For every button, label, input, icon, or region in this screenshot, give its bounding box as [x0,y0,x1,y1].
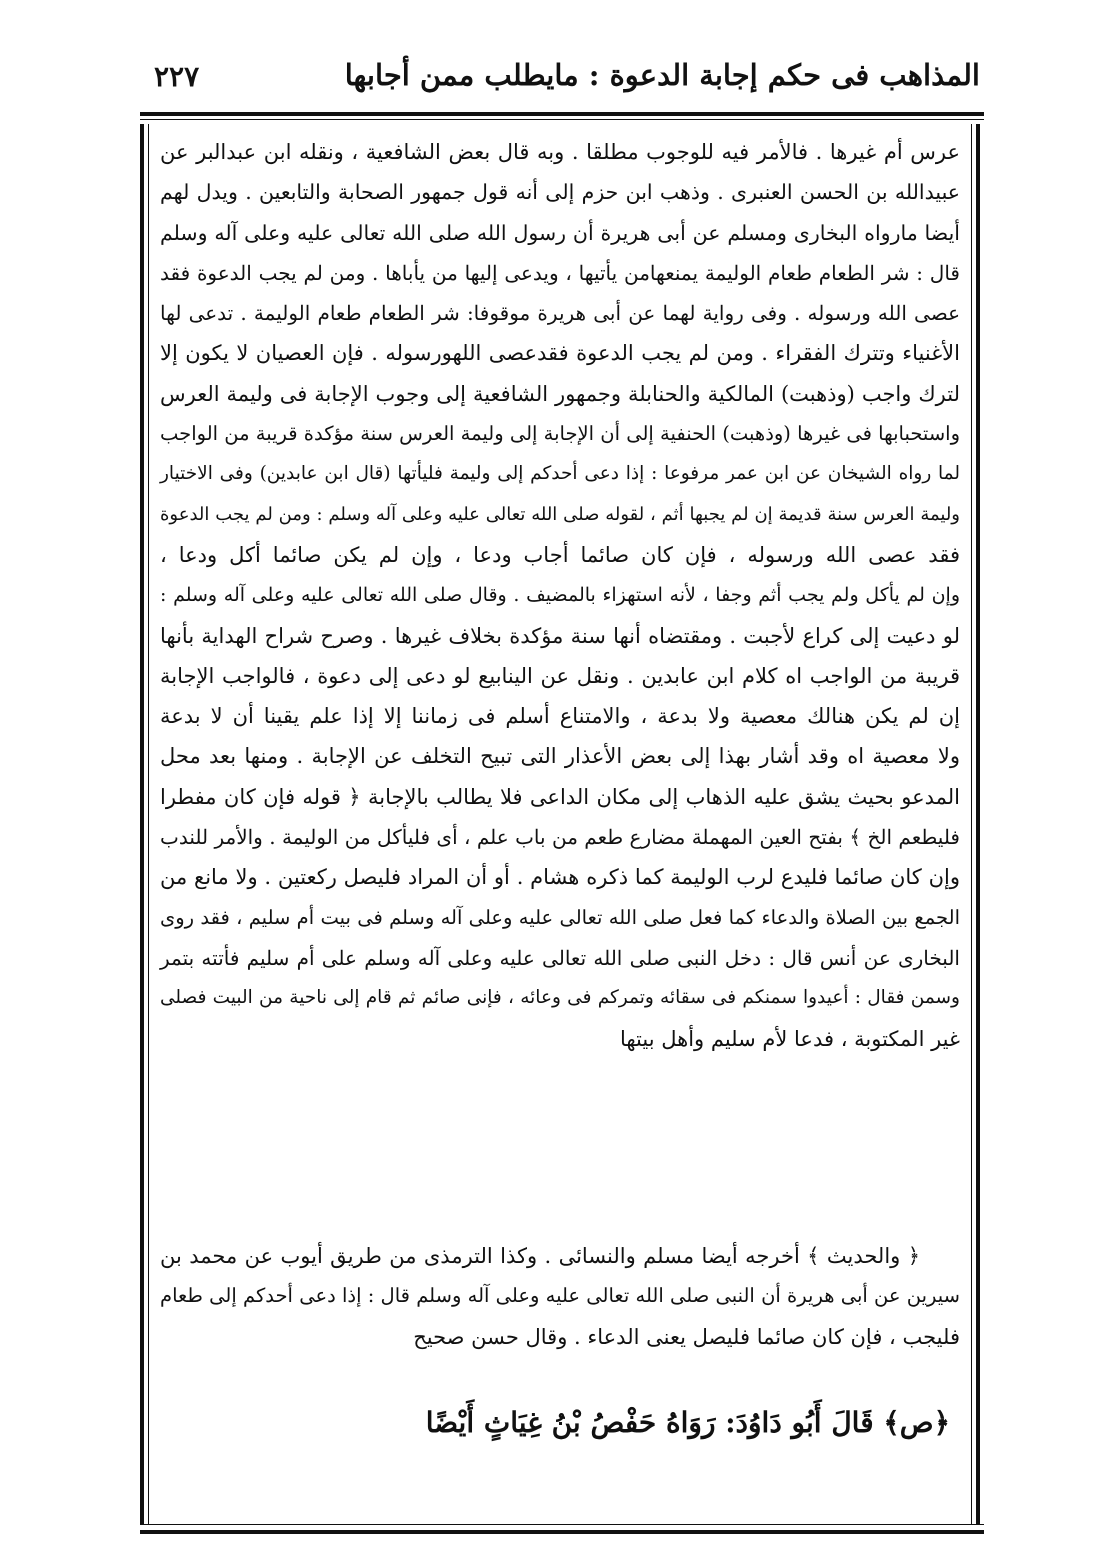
footer-rule-thin [140,1524,984,1525]
text-line: ولا معصية اه وقد أشار بهذا إلى بعض الأعذار التى تبيح التخلف عن الإجابة . ومنها بعد محل [160,744,960,769]
text-line: ﴿ والحديث ﴾ أخرجه أيضا مسلم والنسائى . وكذا الترمذى من طريق أيوب عن محمد بن [160,1244,920,1268]
text-line: الجمع بين الصلاة والدعاء كما فعل صلى الله تعالى عليه وعلى آله وسلم فى بيت أم سليم ، فقد روى [160,905,960,929]
commentary-text [160,132,960,1059]
text-line: سيرين عن أبى هريرة أن النبى صلى الله تعالى عليه وعلى آله وسلم قال : إذا دعى أحدكم إلى طعام [160,1284,960,1308]
hadith-note [160,1236,960,1357]
text-line: وليمة العرس سنة قديمة إن لم يجبها أثم ، لقوله صلى الله تعالى عليه وعلى آله وسلم : ومن لم يجب الدعوة [160,503,960,525]
text-line: واستحبابها فى غيرها (وذهبت) الحنفية إلى أن الإجابة إلى وليمة العرس سنة مؤكدة قريبة من الواجب [160,422,960,446]
text-line: فقد عصى الله ورسوله ، فإن كان صائما أجاب ودعا ، وإن لم يكن صائما أكل ودعا ، [160,542,960,567]
text-line: إن لم يكن هنالك معصية ولا بدعة ، والامتناع أسلم فى زماننا إلا إذا علم يقينا أن لا بدعة [160,704,960,729]
text-line: قريبة من الواجب اه كلام ابن عابدين . ونقل عن الينابيع لو دعى إلى دعوة ، فالواجب الإجابة [160,663,960,688]
text-line: عبيدالله بن الحسن العنبرى . وذهب ابن حزم إلى أنه قول جمهور الصحابة والتابعين . ويدل لهم [160,180,960,205]
footer-rule [140,1530,984,1534]
text-line: وإن كان صائما فليدع لرب الوليمة كما ذكره هشام . أو أن المراد فليصل ركعتين . ولا مانع من [160,865,960,890]
header-title: المذاهب فى حكم إجابة الدعوة : مايطلب ممن أجابها [344,58,980,92]
text-line: عرس أم غيرها . فالأمر فيه للوجوب مطلقا . وبه قال بعض الشافعية ، ونقله ابن عبدالبر عن [160,140,960,164]
text-line: غير المكتوبة ، فدعا لأم سليم وأهل بيتها [619,1026,960,1051]
text-line: البخارى عن أنس قال : دخل النبى صلى الله تعالى عليه وعلى آله وسلم على أم سليم فأتته بتمر [160,945,960,970]
text-line: قال : شر الطعام طعام الوليمة يمنعهامن يأتيها ، ويدعى إليها من يأباها . ومن لم يجب الدعوة فقد [160,260,960,285]
header-rule [140,112,984,120]
page-number: ٢٢٧ [154,60,200,93]
text-line: عصى الله ورسوله . وفى رواية لهما عن أبى هريرة موقوفا: شر الطعام طعام الوليمة . تدعى لها [160,301,960,326]
text-line: المدعو بحيث يشق عليه الذهاب إلى مكان الداعى فلا يطالب بالإجابة ﴿ قوله فإن كان مفطرا [160,784,960,809]
text-line: فليجب ، فإن كان صائما فليصل يعنى الدعاء . وقال حسن صحيح [413,1324,960,1349]
text-line: وسمن فقال : أعيدوا سمنكم فى سقائه وتمركم فى وعائه ، فإنى صائم ثم قام إلى ناحية من البيت فصلى [160,987,960,1009]
running-header [140,58,980,112]
text-line: فليطعم الخ ﴾ بفتح العين المهملة مضارع طعم من باب علم ، أى فليأكل من الوليمة . والأمر للندب [160,825,960,850]
text-line: لو دعيت إلى كراع لأجبت . ومقتضاه أنها سنة مؤكدة بخلاف غيرها . وصرح شراح الهداية بأنها [160,623,960,648]
text-line: الأغنياء وتترك الفقراء . ومن لم يجب الدعوة فقدعصى اللهورسوله . فإن العصيان لا يكون إلا [160,341,960,366]
matn-text: ﴿ص﴾ قَالَ أَبُو دَاوُدَ: رَوَاهُ حَفْصُ بْنُ غِيَاثٍ أَيْضًا [425,1406,950,1439]
text-line: وإن لم يأكل ولم يجب أثم وجفا ، لأنه استهزاء بالمضيف . وقال صلى الله تعالى عليه وعلى آله وسلم : [160,584,960,607]
text-line: لترك واجب (وذهبت) المالكية والحنابلة وجمهور الشافعية إلى وجوب الإجابة فى وليمة العرس [160,381,960,406]
text-line: لما رواه الشيخان عن ابن عمر مرفوعا : إذا دعى أحدكم إلى وليمة فليأتها (قال ابن عابدين) وفى الاختيار [160,463,960,485]
text-line: أيضا مارواه البخارى ومسلم عن أبى هريرة أن رسول الله صلى الله تعالى عليه وعلى آله وسلم [160,220,960,245]
